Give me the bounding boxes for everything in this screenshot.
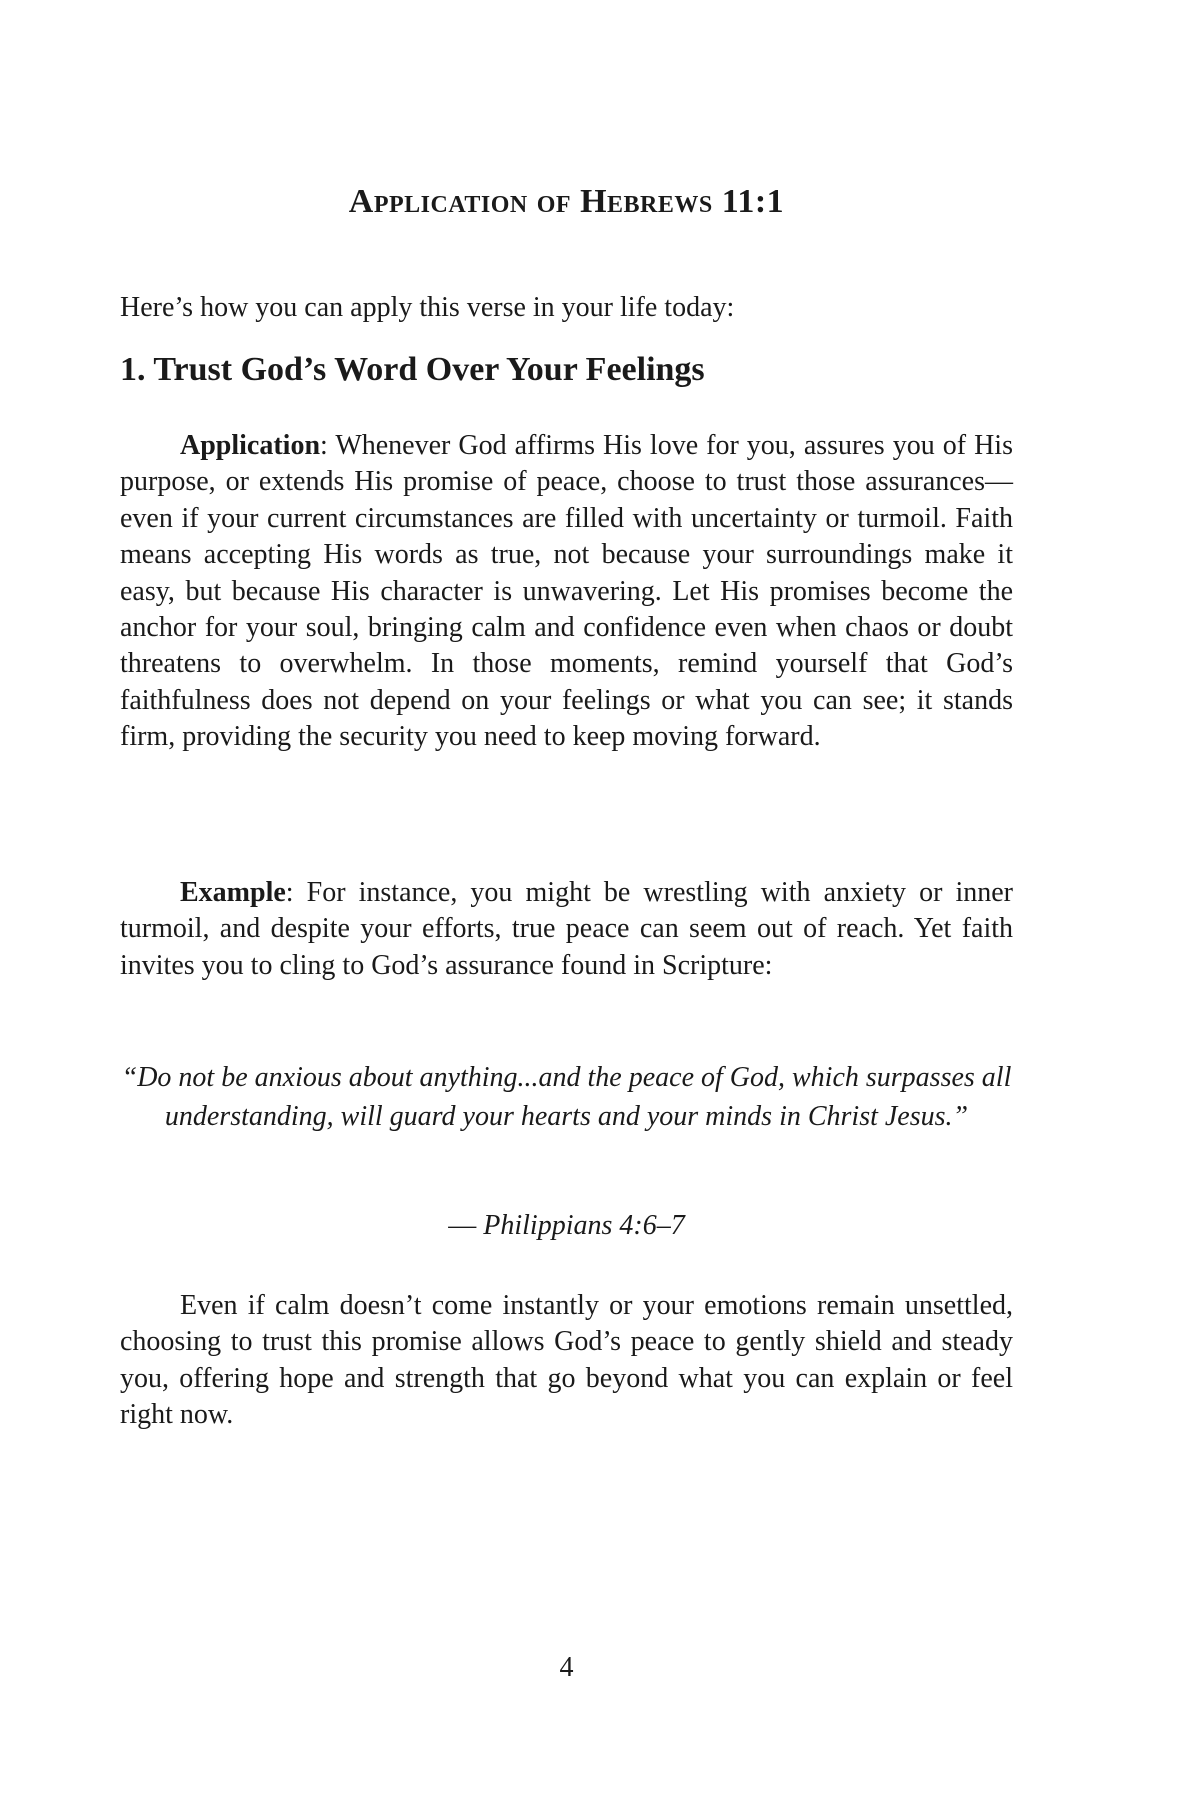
page-title: Application of Hebrews 11:1: [348, 183, 785, 220]
example-text: : For instance, you might be wrestling with anxiety or inner turmoil, and despite your efforts, true peace can seem out of reach. Yet faith invites you to cling to God’s assurance found in Scripture:: [120, 877, 1013, 981]
application-text: : Whenever God affirms His love for you, assures you of His purpose, or extends His promise of peace, choose to trust those assurances—even if your current circumstances are filled with uncertainty or turmoil. Faith means accepting His words as true, not because your surroundings make it easy, but because His character is unwavering. Let His promises become the anchor for your soul, bringing calm and confidence even when chaos or doubt threatens to overwhelm. In those moments, remind yourself that God’s faithfulness does not depend on your feelings or what you can see; it stands firm, providing the security you need to keep moving forward.: [120, 430, 1013, 753]
closing-paragraph: Even if calm doesn’t come instantly or your emotions remain unsettled, choosing to trust this promise allows God’s peace to gently shield and steady you, offering hope and strength that go beyond what you can explain or feel right now.: [120, 1290, 1013, 1431]
citation-dash: —: [448, 1210, 484, 1241]
document-page: [120, 0, 1013, 1800]
application-label: Application: [180, 430, 321, 461]
citation-reference: Philippians 4:6–7: [483, 1210, 685, 1241]
example-label: Example: [180, 877, 286, 908]
scripture-citation: [120, 1208, 1013, 1244]
section-heading: 1. Trust God’s Word Over Your Feelings: [120, 351, 705, 388]
application-paragraph: [120, 428, 1013, 756]
page-number: 4: [559, 1652, 574, 1683]
scripture-quote: “Do not be anxious about anything...and the peace of God, which surpasses all understanding, will guard your hearts and your minds in Christ Jesus.”: [121, 1062, 1012, 1132]
intro-text: Here’s how you can apply this verse in your life today:: [120, 292, 735, 323]
example-paragraph: [120, 875, 1013, 984]
